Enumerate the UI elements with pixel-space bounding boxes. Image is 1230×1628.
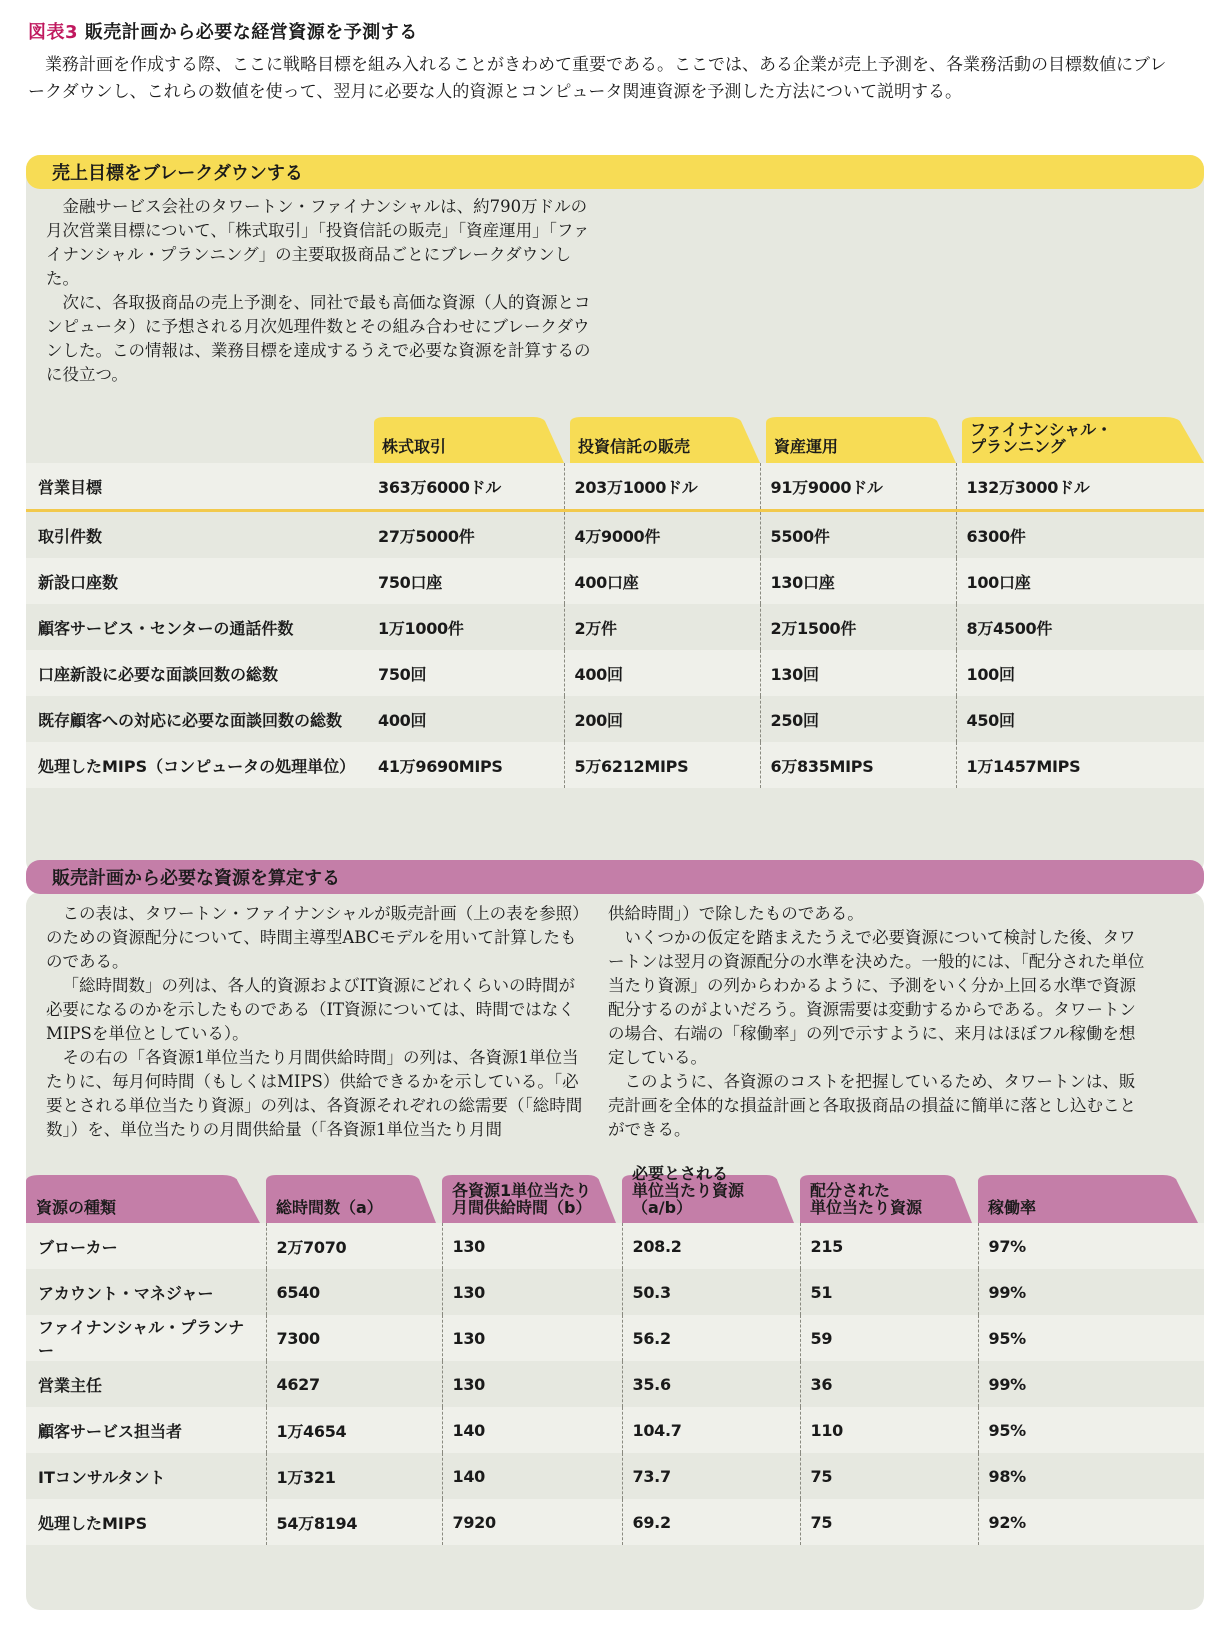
table-row [26,1361,1204,1407]
column-header-text: 必要とされる 単位当たり資源（a/b） [632,1164,745,1217]
section2-heading: 販売計画から必要な資源を算定する [52,868,340,889]
table-cell: 130 [442,1361,622,1407]
paragraph: その右の「各資源1単位当たり月間供給時間」の列は、各資源1単位当たりに、毎月何時間（もしくはMIPS）供給できるかを示している。「必要とされる単位当たり資源」の列は、各資源それぞれの総需要（「総時間数」）を、単位当たりの月間供給量（「各資源1単位当たり月間 [46,1048,583,1139]
resource-column-header [266,1175,442,1223]
resource-column-header [800,1175,978,1223]
column-tab [266,1175,436,1223]
column-header-text: 投資信託の販売 [578,437,691,456]
column-tab [800,1175,972,1223]
column-header-text: 配分された 単位当たり資源 [810,1181,923,1217]
table-cell: 400回 [564,650,760,696]
section2-prose-left [46,902,591,1142]
table-cell: 75 [800,1499,978,1545]
table-cell: 208.2 [622,1223,800,1269]
column-header-text: 稼働率 [988,1198,1037,1217]
resource-column-header [622,1164,800,1223]
table-cell: 6540 [266,1269,442,1315]
table-row [26,558,1204,604]
table-cell: 750回 [368,650,564,696]
column-header-text: 株式取引 [382,437,447,456]
resource-calc-panel [26,868,1204,1610]
column-tab [442,1175,616,1223]
table-cell: 5500件 [760,511,956,559]
table-cell: 6万835MIPS [760,742,956,788]
table-cell: 35.6 [622,1361,800,1407]
table-cell: 4627 [266,1361,442,1407]
table-cell: 200回 [564,696,760,742]
table-cell: 2万7070 [266,1223,442,1269]
row-label: 新設口座数 [26,558,368,604]
section2-prose-right [608,902,1148,1142]
figure-title-text: 販売計画から必要な経営資源を予測する [84,22,418,43]
table-cell: 1万321 [266,1453,442,1499]
table-cell: 92% [978,1499,1204,1545]
resource-table-body [26,1223,1204,1545]
intro-paragraph: 業務計画を作成する際、ここに戦略目標を組み入れることがきわめて重要である。ここでは、ある企業が売上予測を、各業務活動の目標数値にブレークダウンし、これらの数値を使って、翌月に必要な人的資源とコンピュータ関連資源を予測した方法について説明する。 [28,55,1167,102]
column-tab [978,1175,1198,1223]
row-label: 顧客サービス・センターの通話件数 [26,604,368,650]
table-row [26,696,1204,742]
table-cell: 95% [978,1315,1204,1361]
sales-table-body [26,463,1204,788]
sales-breakdown-table [26,417,1204,788]
table-row [26,463,1204,511]
figure-title [28,18,418,44]
table-cell: 100口座 [956,558,1204,604]
table-cell: 400口座 [564,558,760,604]
table-row [26,742,1204,788]
table-cell: 140 [442,1453,622,1499]
column-header-text: 資源の種類 [36,1198,117,1217]
column-tab [570,417,760,463]
column-header-text: ファイナンシャル・ プランニング [970,420,1113,456]
table-row [26,1499,1204,1545]
table-cell: 130 [442,1269,622,1315]
table-cell: 130回 [760,650,956,696]
section1-banner [26,155,1204,189]
row-label: 処理したMIPS（コンピュータの処理単位） [26,742,368,788]
table-cell: 95% [978,1407,1204,1453]
table-cell: 69.2 [622,1499,800,1545]
table-cell: 7300 [266,1315,442,1361]
column-header-text: 資産運用 [774,437,839,456]
table-cell: 130口座 [760,558,956,604]
table-cell: 7920 [442,1499,622,1545]
resource-table [26,1164,1204,1545]
paragraph: この表は、タワートン・ファイナンシャルが販売計画（上の表を参照）のための資源配分について、時間主導型ABCモデルを用いて計算したものである。 [46,904,589,971]
table-cell: 4万9000件 [564,511,760,559]
row-label: ITコンサルタント [26,1453,266,1499]
table-cell: 215 [800,1223,978,1269]
row-label: アカウント・マネジャー [26,1269,266,1315]
sales-column-header [760,417,956,463]
table-cell: 400回 [368,696,564,742]
sales-breakdown-panel [26,155,1204,875]
table-cell: 140 [442,1407,622,1453]
table-cell: 51 [800,1269,978,1315]
table-cell: 2万件 [564,604,760,650]
table-cell: 110 [800,1407,978,1453]
row-label: 処理したMIPS [26,1499,266,1545]
table-row [26,511,1204,559]
table-cell: 41万9690MIPS [368,742,564,788]
table-row [26,1315,1204,1361]
column-tab [622,1164,794,1223]
table-cell: 8万4500件 [956,604,1204,650]
table-cell: 250回 [760,696,956,742]
table-cell: 59 [800,1315,978,1361]
paragraph: 「総時間数」の列は、各人的資源およびIT資源にどれくらいの時間が必要になるのかを示したものである（IT資源については、時間ではなくMIPSを単位としている）。 [46,976,576,1043]
resource-column-header [442,1175,622,1223]
table-cell: 99% [978,1361,1204,1407]
paragraph: このように、各資源のコストを把握しているため、タワートンは、販売計画を全体的な損益計画と各取扱商品の損益に簡単に落とし込むことができる。 [608,1072,1136,1139]
table-cell: 1万1000件 [368,604,564,650]
table-row [26,650,1204,696]
column-tab [962,417,1204,463]
resource-table-header [26,1175,1204,1223]
table-cell: 203万1000ドル [564,463,760,511]
column-header-text: 総時間数（a） [276,1198,383,1217]
section1-heading: 売上目標をブレークダウンする [52,163,303,184]
paragraph: 供給時間」）で除したものである。 [608,904,864,923]
table-cell: 104.7 [622,1407,800,1453]
table-cell: 130 [442,1315,622,1361]
resource-column-header [26,1175,266,1223]
table-row [26,1407,1204,1453]
row-label: 営業目標 [26,463,368,511]
sales-column-header [956,417,1204,463]
table-cell: 750口座 [368,558,564,604]
row-label: ファイナンシャル・プランナー [26,1315,266,1361]
row-label: 営業主任 [26,1361,266,1407]
row-label: ブローカー [26,1223,266,1269]
table-cell: 98% [978,1453,1204,1499]
table-cell: 132万3000ドル [956,463,1204,511]
table-cell: 363万6000ドル [368,463,564,511]
intro-text [28,52,1178,106]
table-cell: 27万5000件 [368,511,564,559]
sales-table-header [26,417,1204,463]
table-cell: 6300件 [956,511,1204,559]
table-row [26,1223,1204,1269]
table-cell: 100回 [956,650,1204,696]
table-cell: 2万1500件 [760,604,956,650]
table-cell: 130 [442,1223,622,1269]
table-cell: 91万9000ドル [760,463,956,511]
table-cell: 1万4654 [266,1407,442,1453]
section2-banner [26,860,1204,894]
sales-column-header [564,417,760,463]
table-row [26,1269,1204,1315]
table-cell: 97% [978,1223,1204,1269]
column-tab [766,417,956,463]
row-label: 取引件数 [26,511,368,559]
column-header-text: 各資源1単位当たり 月間供給時間（b） [452,1181,592,1217]
section1-prose [46,195,596,387]
paragraph: いくつかの仮定を踏まえたうえで必要資源について検討した後、タワートンは翌月の資源配分の水準を決めた。一般的には、「配分された単位当たり資源」の列からわかるように、予測をいく分か上回る水準で資源配分するのがよいだろう。資源需要は変動するからである。タワートンの場合、右端の「稼働率」の列で示すように、来月はほぼフル稼働を想定している。 [608,928,1145,1067]
table-cell: 1万1457MIPS [956,742,1204,788]
paragraph: 次に、各取扱商品の売上予測を、同社で最も高価な資源（人的資源とコンピュータ）に予想される月次処理件数とその組み合わせにブレークダウンした。この情報は、業務目標を達成するうえで必要な資源を計算するのに役立つ。 [46,293,591,384]
row-label: 口座新設に必要な面談回数の総数 [26,650,368,696]
resource-column-header [978,1175,1204,1223]
paragraph: 金融サービス会社のタワートン・ファイナンシャルは、約790万ドルの月次営業目標について、「株式取引」「投資信託の販売」「資産運用」「ファイナンシャル・プランニング」の主要取扱商品ごとにブレークダウンした。 [46,197,590,288]
table-cell: 54万8194 [266,1499,442,1545]
table-cell: 450回 [956,696,1204,742]
column-tab [374,417,564,463]
table-cell: 75 [800,1453,978,1499]
table-row [26,1453,1204,1499]
row-label: 顧客サービス担当者 [26,1407,266,1453]
row-label: 既存顧客への対応に必要な面談回数の総数 [26,696,368,742]
table-cell: 99% [978,1269,1204,1315]
table-cell: 5万6212MIPS [564,742,760,788]
table-cell: 56.2 [622,1315,800,1361]
table-row [26,604,1204,650]
table-cell: 50.3 [622,1269,800,1315]
sales-column-header [368,417,564,463]
table-cell: 36 [800,1361,978,1407]
table-cell: 73.7 [622,1453,800,1499]
figure-label: 図表3 [28,22,79,43]
column-tab [26,1175,260,1223]
